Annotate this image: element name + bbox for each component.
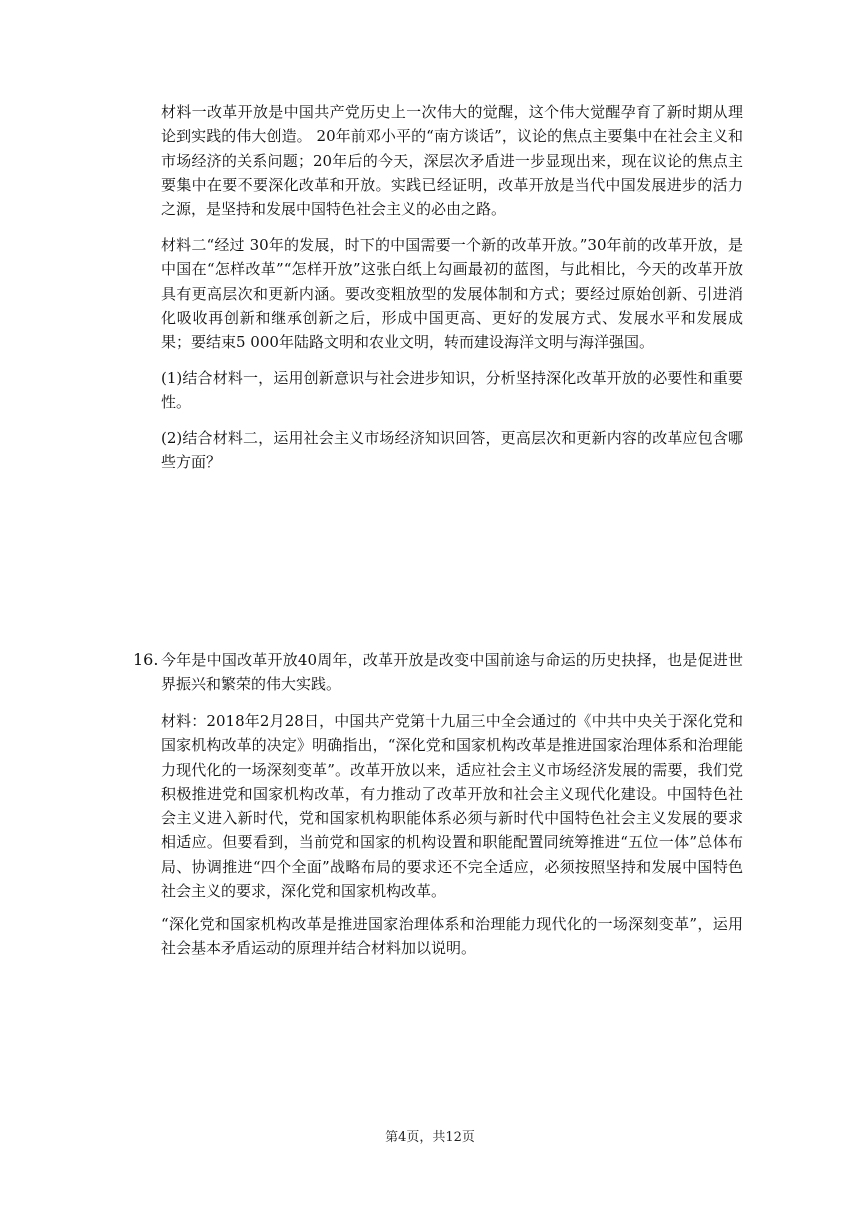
question-16-stem: 今年是中国改革开放40周年，改革开放是改变中国前途与命运的历史抉择，也是促进世界振兴和繁荣的伟大实践。 <box>161 651 743 694</box>
sub-question-2: (2)结合材料二，运用社会主义市场经济知识回答，更高层次和更新内容的改革应包含哪些方面？ <box>161 429 743 472</box>
question-16-material: 材料：2018年2月28日，中国共产党第十九届三中全会通过的《中共中央关于深化党和国家机构改革的决定》明确指出，“深化党和国家机构改革是推进国家治理体系和治理能力现代化的一场深刻变革”。改革开放以来，适应社会主义市场经济发展的需要，我们党积极推进党和国家机构改革，有力推动了改革开放和社会主义现代化建设。中国特色社会主义进入新时代，党和国家机构职能体系必须与新时代中国特色社会主义发展的要求相适应。但要看到，当前党和国家的机构设置和职能配置同统筹推进“五位一体”总体布局、协调推进“四个全面”战略布局的要求还不完全适应，必须按照坚持和发展中国特色社会主义的要求，深化党和国家机构改革。 <box>161 712 743 901</box>
question-16-prompt: “深化党和国家机构改革是推进国家治理体系和治理能力现代化的一场深刻变革”，运用社会基本矛盾运动的原理并结合材料加以说明。 <box>161 915 743 958</box>
material-2-paragraph: 材料二“经过 30年的发展，时下的中国需要一个新的改革开放。”30年前的改革开放，是中国在“怎样改革”“怎样开放”这张白纸上勾画最初的蓝图，与此相比，今天的改革开放具有更高层次和更新内涵。要改变粗放型的发展体制和方式；要经过原始创新、引进消化吸收再创新和继承创新之后，形成中国更高、更好的发展方式、发展水平和发展成果；要结束5 000年陆路文明和农业文明，转而建设海洋文明与海洋强国。 <box>161 236 743 352</box>
question-number: 16. <box>133 650 159 669</box>
page-footer: 第4页，共12页 <box>385 1130 475 1145</box>
material-1-paragraph: 材料一改革开放是中国共产党历史上一次伟大的觉醒，这个伟大觉醒孕育了新时期从理论到实践的伟大创造。 20年前邓小平的“南方谈话”，议论的焦点主要集中在社会主义和市场经济的关系问题；20年后的今天，深层次矛盾进一步显现出来，现在议论的焦点主要集中在要不要深化改革和开放。实践已经证明，改革开放是当代中国发展进步的活力之源，是坚持和发展中国特色社会主义的必由之路。 <box>161 103 743 219</box>
sub-question-1: (1)结合材料一，运用创新意识与社会进步知识，分析坚持深化改革开放的必要性和重要性。 <box>161 369 743 412</box>
